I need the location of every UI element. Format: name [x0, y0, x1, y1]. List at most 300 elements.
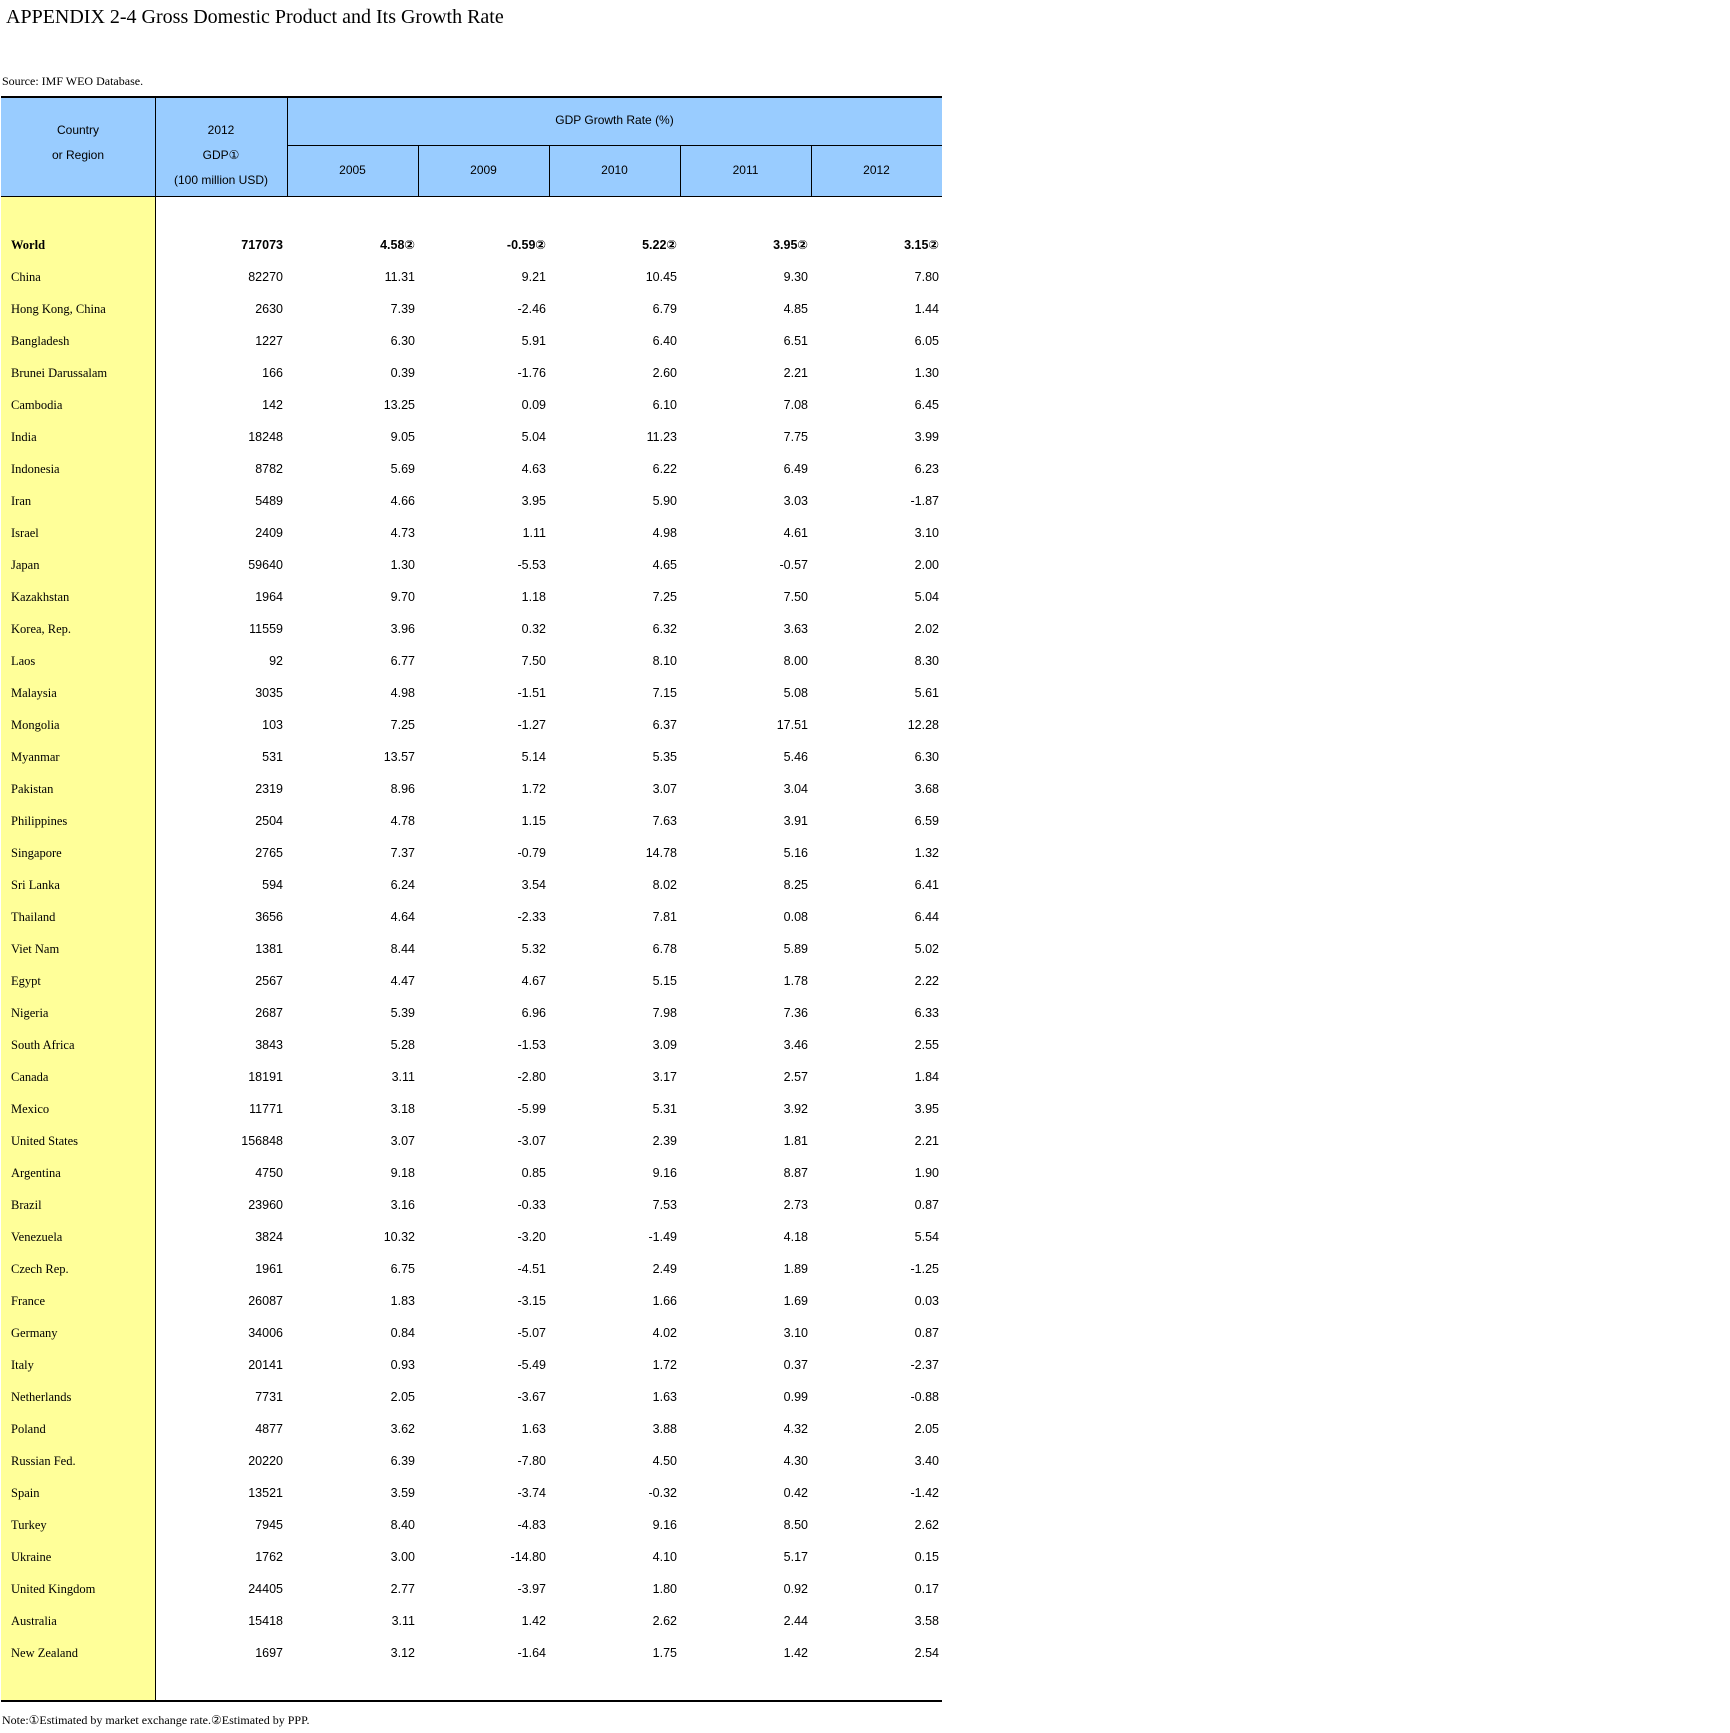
table-row: [1, 901, 942, 933]
growth-cell: 0.08: [783, 910, 808, 924]
table-row: [1, 1029, 942, 1061]
growth-cell: -0.88: [910, 1390, 939, 1404]
growth-cell: 3.54: [521, 878, 546, 892]
growth-cell: 1.63: [652, 1390, 677, 1404]
growth-cell: 0.87: [914, 1326, 939, 1340]
growth-cell: 5.32: [521, 942, 546, 956]
growth-cell: 3.40: [914, 1454, 939, 1468]
country-cell: Czech Rep.: [11, 1262, 69, 1276]
growth-cell: 6.75: [390, 1262, 415, 1276]
growth-cell: 4.63: [521, 462, 546, 476]
gdp-cell: 3035: [255, 686, 283, 700]
growth-cell: 7.15: [652, 686, 677, 700]
growth-cell: 4.32: [783, 1422, 808, 1436]
growth-cell: 3.07: [390, 1134, 415, 1148]
growth-cell: 3.10: [914, 526, 939, 540]
table-row: [1, 1093, 942, 1125]
growth-cell: 7.37: [390, 846, 415, 860]
growth-cell: 6.78: [652, 942, 677, 956]
growth-cell: 1.89: [783, 1262, 808, 1276]
country-cell: United Kingdom: [11, 1582, 96, 1596]
growth-cell: 2.73: [783, 1198, 808, 1212]
growth-cell: 7.39: [390, 302, 415, 316]
growth-cell: 6.39: [390, 1454, 415, 1468]
growth-cell: 3.92: [783, 1102, 808, 1116]
growth-cell: 6.24: [390, 878, 415, 892]
country-cell: United States: [11, 1134, 79, 1148]
table-row: [1, 677, 942, 709]
growth-cell: -3.07: [517, 1134, 546, 1148]
growth-cell: 2.49: [652, 1262, 677, 1276]
growth-cell: 0.39: [390, 366, 415, 380]
growth-cell: 0.15: [914, 1550, 939, 1564]
table-row: [1, 837, 942, 869]
table-row: [1, 1509, 942, 1541]
growth-cell: 3.07: [652, 782, 677, 796]
growth-cell: 6.05: [914, 334, 939, 348]
growth-cell: 5.90: [652, 494, 677, 508]
growth-cell: 12.28: [907, 718, 939, 732]
gdp-cell: 1762: [255, 1550, 283, 1564]
growth-cell: 3.09: [652, 1038, 677, 1052]
growth-cell: 5.35: [652, 750, 677, 764]
country-cell: Turkey: [11, 1518, 47, 1532]
growth-cell: 1.75: [652, 1646, 677, 1660]
growth-cell: 4.18: [783, 1230, 808, 1244]
gdp-cell: 20141: [248, 1358, 283, 1372]
growth-cell: 2.77: [390, 1582, 415, 1596]
growth-cell: -7.80: [517, 1454, 546, 1468]
growth-cell: 0.37: [783, 1358, 808, 1372]
gdp-cell: 15418: [248, 1614, 283, 1628]
growth-cell: 0.84: [390, 1326, 415, 1340]
growth-cell: 3.17: [652, 1070, 677, 1084]
growth-cell: 9.21: [521, 270, 546, 284]
country-cell: Ukraine: [11, 1550, 52, 1564]
table-row: [1, 549, 942, 581]
footnote: Note:①Estimated by market exchange rate.②Estimated by PPP.: [2, 1713, 310, 1727]
table-row: [1, 1573, 942, 1605]
growth-cell: 8.44: [390, 942, 415, 956]
growth-cell: 6.33: [914, 1006, 939, 1020]
table-row: [1, 1317, 942, 1349]
gdp-cell: 2409: [255, 526, 283, 540]
gdp-cell: 2319: [255, 782, 283, 796]
table-row: [1, 581, 942, 613]
growth-cell: 0.93: [390, 1358, 415, 1372]
growth-cell: 4.02: [652, 1326, 677, 1340]
gdp-cell: 34006: [248, 1326, 283, 1340]
growth-cell: -0.33: [517, 1198, 546, 1212]
growth-cell: 8.87: [783, 1166, 808, 1180]
growth-cell: 7.81: [652, 910, 677, 924]
growth-cell: 4.65: [652, 558, 677, 572]
growth-cell: -1.53: [517, 1038, 546, 1052]
gdp-cell: 23960: [248, 1198, 283, 1212]
growth-cell: -1.51: [517, 686, 546, 700]
growth-cell: 5.22②: [642, 238, 677, 252]
growth-cell: 3.99: [914, 430, 939, 444]
header-country: Country or Region: [51, 123, 105, 162]
country-cell: Brazil: [11, 1198, 42, 1212]
country-cell: Italy: [11, 1358, 34, 1372]
growth-cell: 7.63: [652, 814, 677, 828]
growth-cell: 3.16: [390, 1198, 415, 1212]
growth-cell: 7.08: [783, 398, 808, 412]
growth-cell: 3.68: [914, 782, 939, 796]
growth-cell: 1.90: [914, 1166, 939, 1180]
growth-cell: 7.25: [652, 590, 677, 604]
growth-cell: -2.33: [517, 910, 546, 924]
growth-cell: 7.53: [652, 1198, 677, 1212]
gdp-cell: 103: [262, 718, 283, 732]
growth-cell: 9.70: [390, 590, 415, 604]
gdp-table: [1, 96, 942, 1702]
growth-cell: 5.31: [652, 1102, 677, 1116]
growth-cell: 1.15: [521, 814, 546, 828]
gdp-cell: 8782: [255, 462, 283, 476]
growth-cell: 7.50: [521, 654, 546, 668]
country-cell: Indonesia: [11, 462, 60, 476]
growth-cell: 3.12: [390, 1646, 415, 1660]
growth-cell: 5.04: [521, 430, 546, 444]
country-cell: Israel: [11, 526, 39, 540]
growth-cell: -3.15: [517, 1294, 546, 1308]
table-bottom-rule: [1, 1700, 942, 1702]
growth-cell: 9.16: [652, 1166, 677, 1180]
growth-cell: 1.72: [652, 1358, 677, 1372]
growth-cell: 0.85: [521, 1166, 546, 1180]
growth-cell: -1.64: [517, 1646, 546, 1660]
growth-cell: 14.78: [645, 846, 677, 860]
growth-cell: 3.96: [390, 622, 415, 636]
growth-cell: -3.74: [517, 1486, 546, 1500]
growth-cell: 1.44: [914, 302, 939, 316]
table-row: [1, 869, 942, 901]
table-row: [1, 485, 942, 517]
country-cell: Egypt: [11, 974, 41, 988]
country-cell: Netherlands: [11, 1390, 72, 1404]
table-row: [1, 997, 942, 1029]
growth-cell: 3.11: [391, 1070, 415, 1084]
growth-cell: 3.58: [914, 1614, 939, 1628]
table-row: [1, 933, 942, 965]
gdp-cell: 11771: [249, 1102, 283, 1116]
growth-cell: 9.18: [390, 1166, 415, 1180]
table-row: [1, 453, 942, 485]
growth-cell: -1.27: [517, 718, 546, 732]
gdp-cell: 166: [262, 366, 283, 380]
growth-cell: -0.57: [779, 558, 808, 572]
growth-cell: 5.14: [521, 750, 546, 764]
gdp-cell: 18191: [248, 1070, 283, 1084]
growth-cell: -5.07: [517, 1326, 546, 1340]
growth-cell: -1.49: [648, 1230, 677, 1244]
gdp-cell: 142: [262, 398, 283, 412]
table-row: [1, 517, 942, 549]
growth-cell: 2.44: [783, 1614, 808, 1628]
growth-cell: 3.18: [390, 1102, 415, 1116]
growth-cell: 9.30: [783, 270, 808, 284]
growth-cell: 5.28: [390, 1038, 415, 1052]
growth-cell: 6.23: [914, 462, 939, 476]
country-cell: Singapore: [11, 846, 62, 860]
growth-cell: 8.96: [390, 782, 415, 796]
growth-cell: -1.42: [910, 1486, 939, 1500]
growth-cell: 1.11: [522, 526, 546, 540]
country-cell: Sri Lanka: [11, 878, 60, 892]
growth-cell: 11.23: [646, 430, 677, 444]
growth-cell: 3.95: [521, 494, 546, 508]
growth-cell: 6.45: [914, 398, 939, 412]
table-row: [1, 1253, 942, 1285]
growth-cell: 2.22: [914, 974, 939, 988]
growth-cell: -4.51: [517, 1262, 546, 1276]
table-row: [1, 1381, 942, 1413]
gdp-cell: 3843: [255, 1038, 283, 1052]
growth-cell: 1.42: [521, 1614, 546, 1628]
growth-cell: 1.30: [390, 558, 415, 572]
country-cell: Japan: [11, 558, 40, 572]
growth-cell: 2.05: [914, 1422, 939, 1436]
growth-cell: 4.61: [783, 526, 808, 540]
growth-cell: 1.66: [652, 1294, 677, 1308]
growth-cell: 1.32: [914, 846, 939, 860]
gdp-cell: 20220: [248, 1454, 283, 1468]
growth-cell: 4.98: [652, 526, 677, 540]
growth-cell: 6.32: [652, 622, 677, 636]
growth-cell: -3.67: [517, 1390, 546, 1404]
gdp-cell: 59640: [248, 558, 283, 572]
growth-cell: 8.25: [783, 878, 808, 892]
growth-cell: 5.16: [783, 846, 808, 860]
growth-cell: 6.10: [652, 398, 677, 412]
growth-cell: 5.46: [783, 750, 808, 764]
growth-cell: -0.32: [648, 1486, 677, 1500]
growth-cell: 4.10: [652, 1550, 677, 1564]
growth-cell: 5.89: [783, 942, 808, 956]
growth-cell: 13.57: [383, 750, 415, 764]
growth-cell: 4.85: [783, 302, 808, 316]
country-cell: Thailand: [11, 910, 56, 924]
gdp-cell: 1381: [255, 942, 283, 956]
growth-cell: 7.36: [783, 1006, 808, 1020]
table-row: [1, 357, 942, 389]
country-cell: India: [11, 430, 37, 444]
gdp-cell: 7731: [255, 1390, 283, 1404]
gdp-cell: 3656: [255, 910, 283, 924]
growth-cell: -1.25: [910, 1262, 939, 1276]
table-row: [1, 1285, 942, 1317]
growth-cell: 5.69: [390, 462, 415, 476]
growth-cell: 2.62: [914, 1518, 939, 1532]
header-year: 2011: [732, 163, 759, 177]
country-cell: Venezuela: [11, 1230, 63, 1244]
growth-cell: 5.91: [521, 334, 546, 348]
country-cell: Canada: [11, 1070, 49, 1084]
growth-cell: 7.75: [783, 430, 808, 444]
growth-cell: 7.25: [390, 718, 415, 732]
growth-cell: 1.83: [390, 1294, 415, 1308]
country-cell: Cambodia: [11, 398, 63, 412]
table-row: [1, 773, 942, 805]
header-bottom-rule: [1, 196, 942, 197]
country-cell: Myanmar: [11, 750, 60, 764]
gdp-cell: 24405: [248, 1582, 283, 1596]
growth-cell: 4.47: [390, 974, 415, 988]
header-year: 2012: [863, 163, 890, 177]
growth-cell: -1.76: [517, 366, 546, 380]
growth-cell: 10.32: [383, 1230, 415, 1244]
growth-cell: 3.04: [783, 782, 808, 796]
gdp-cell: 13521: [248, 1486, 283, 1500]
country-cell: Korea, Rep.: [11, 622, 72, 636]
growth-cell: 6.59: [914, 814, 939, 828]
table-row: [1, 1125, 942, 1157]
growth-cell: 0.09: [521, 398, 546, 412]
growth-cell: 0.99: [783, 1390, 808, 1404]
growth-cell: 4.73: [390, 526, 415, 540]
growth-cell: -2.46: [517, 302, 546, 316]
country-cell: Bangladesh: [11, 334, 70, 348]
table-row: [1, 1061, 942, 1093]
growth-cell: 4.50: [652, 1454, 677, 1468]
growth-cell: 2.02: [914, 622, 939, 636]
table-row: [1, 325, 942, 357]
growth-cell: 5.54: [914, 1230, 939, 1244]
growth-cell: 11.31: [384, 270, 415, 284]
table-row: [1, 389, 942, 421]
gdp-cell: 156848: [241, 1134, 283, 1148]
gdp-cell: 2630: [255, 302, 283, 316]
growth-cell: 6.44: [914, 910, 939, 924]
gdp-cell: 1227: [255, 334, 283, 348]
growth-cell: 3.46: [783, 1038, 808, 1052]
table-row: [1, 1541, 942, 1573]
country-cell: Laos: [11, 654, 36, 668]
growth-cell: 8.50: [783, 1518, 808, 1532]
growth-cell: -3.20: [517, 1230, 546, 1244]
table-row: [1, 965, 942, 997]
gdp-cell: 11559: [249, 622, 283, 636]
growth-cell: 4.58②: [380, 238, 415, 252]
growth-cell: 3.88: [652, 1422, 677, 1436]
growth-cell: 8.30: [914, 654, 939, 668]
country-cell: World: [11, 238, 46, 252]
growth-cell: 0.03: [914, 1294, 939, 1308]
table-row: [1, 805, 942, 837]
table-row: [1, 1413, 942, 1445]
growth-cell: 1.63: [521, 1422, 546, 1436]
country-cell: Nigeria: [11, 1006, 49, 1020]
gdp-cell: 82270: [248, 270, 283, 284]
growth-cell: 3.63: [783, 622, 808, 636]
growth-cell: 10.45: [645, 270, 677, 284]
growth-cell: 7.80: [914, 270, 939, 284]
growth-cell: 1.81: [783, 1134, 808, 1148]
gdp-cell: 717073: [241, 238, 283, 252]
growth-cell: 5.02: [914, 942, 939, 956]
growth-cell: 2.21: [783, 366, 808, 380]
table-row: [1, 1221, 942, 1253]
header-growth-group: GDP Growth Rate (%): [555, 113, 674, 127]
growth-cell: 2.54: [914, 1646, 939, 1660]
growth-cell: -3.97: [517, 1582, 546, 1596]
growth-cell: 4.98: [390, 686, 415, 700]
growth-cell: 5.17: [783, 1550, 808, 1564]
table-row: [1, 645, 942, 677]
country-cell: New Zealand: [11, 1646, 78, 1660]
growth-cell: 1.80: [652, 1582, 677, 1596]
growth-cell: 6.37: [652, 718, 677, 732]
growth-cell: 1.30: [914, 366, 939, 380]
growth-cell: 3.59: [390, 1486, 415, 1500]
growth-cell: -5.53: [517, 558, 546, 572]
growth-cell: 6.30: [914, 750, 939, 764]
growth-cell: 1.84: [914, 1070, 939, 1084]
growth-cell: 6.96: [521, 1006, 546, 1020]
growth-cell: 8.10: [652, 654, 677, 668]
gdp-cell: 3824: [255, 1230, 283, 1244]
growth-cell: 5.39: [390, 1006, 415, 1020]
growth-cell: 3.10: [783, 1326, 808, 1340]
header-divider: [287, 145, 942, 146]
growth-cell: 2.60: [652, 366, 677, 380]
table-row: [1, 1189, 942, 1221]
growth-cell: 0.87: [914, 1198, 939, 1212]
table-row: [1, 293, 942, 325]
gdp-cell: 18248: [248, 430, 283, 444]
growth-cell: 3.91: [783, 814, 808, 828]
gdp-cell: 594: [262, 878, 283, 892]
gdp-cell: 1964: [255, 590, 283, 604]
growth-cell: 2.00: [914, 558, 939, 572]
country-cell: Brunei Darussalam: [11, 366, 108, 380]
gdp-cell: 531: [262, 750, 283, 764]
table-row: [1, 421, 942, 453]
growth-cell: 6.79: [652, 302, 677, 316]
growth-cell: 4.30: [783, 1454, 808, 1468]
growth-cell: 4.64: [390, 910, 415, 924]
header-gdp: 2012 GDP① (100 million USD): [173, 123, 269, 187]
table-row: [1, 229, 942, 261]
growth-cell: 8.02: [652, 878, 677, 892]
gdp-cell: 7945: [255, 1518, 283, 1532]
growth-cell: 2.39: [652, 1134, 677, 1148]
country-cell: Mongolia: [11, 718, 60, 732]
country-cell: Malaysia: [11, 686, 57, 700]
gdp-cell: 2504: [255, 814, 283, 828]
table-row: [1, 1349, 942, 1381]
gdp-cell: 4877: [255, 1422, 283, 1436]
country-cell: France: [11, 1294, 46, 1308]
growth-cell: 6.49: [783, 462, 808, 476]
growth-cell: 2.05: [390, 1390, 415, 1404]
country-cell: Argentina: [11, 1166, 61, 1180]
growth-cell: 6.51: [783, 334, 808, 348]
growth-cell: 1.42: [783, 1646, 808, 1660]
table-row: [1, 741, 942, 773]
growth-cell: 5.08: [783, 686, 808, 700]
table-row: [1, 261, 942, 293]
growth-cell: 13.25: [383, 398, 415, 412]
growth-cell: 5.04: [914, 590, 939, 604]
growth-cell: 2.57: [783, 1070, 808, 1084]
growth-cell: 1.78: [783, 974, 808, 988]
header-year: 2009: [470, 163, 497, 177]
growth-cell: 3.03: [783, 494, 808, 508]
country-cell: Viet Nam: [11, 942, 60, 956]
